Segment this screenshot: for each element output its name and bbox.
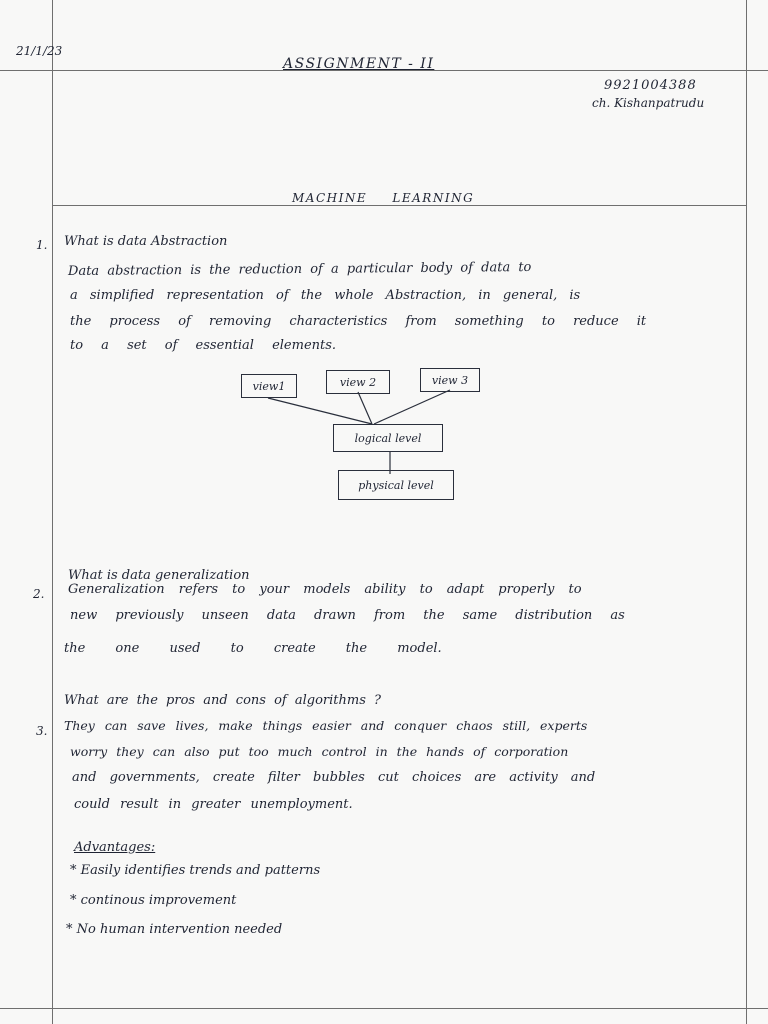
answer-line: They can save lives, make things easier and conquer chaos still, experts <box>64 718 588 733</box>
answer-line: and governments, create filter bubbles cut choices are activity and <box>72 770 596 785</box>
question-number: 3. <box>36 724 48 738</box>
date: 21/1/23 <box>16 44 63 58</box>
left-margin-line <box>52 0 53 1024</box>
diagram-view1-box: view1 <box>241 374 297 398</box>
diagram-view2-box: view 2 <box>326 370 390 394</box>
subject-rule <box>52 205 746 206</box>
subject-heading: MACHINE LEARNING <box>292 191 475 205</box>
advantage-item: * Easily identifies trends and patterns <box>70 863 321 878</box>
answer-line: Generalization refers to your models ability to adapt properly to <box>68 582 582 597</box>
right-margin-line <box>746 0 747 1024</box>
question-number: 2. <box>33 587 45 601</box>
question-text: What is data Abstraction <box>64 234 228 249</box>
advantage-item: * continous improvement <box>70 893 237 908</box>
advantage-item: * No human intervention needed <box>66 922 283 937</box>
diagram-view3-box: view 3 <box>420 368 480 392</box>
answer-line: the one used to create the model. <box>64 641 442 656</box>
question-number: 1. <box>36 238 48 252</box>
answer-line: worry they can also put too much control in the hands of corporation <box>70 744 569 759</box>
answer-line: a simplified representation of the whole Abstraction, in general, is <box>70 288 581 303</box>
advantages-heading: Advantages: <box>74 840 156 855</box>
bottom-rule <box>0 1008 768 1009</box>
answer-line: new previously unseen data drawn from the same distribution as <box>70 608 625 623</box>
diagram-physical-level-box: physical level <box>338 470 454 500</box>
answer-line: Data abstraction is the reduction of a particular body of data to <box>67 259 532 280</box>
answer-line: to a set of essential elements. <box>70 338 337 353</box>
question-text: What is data generalization <box>68 568 250 583</box>
registration-number: 9921004388 <box>604 78 697 93</box>
diagram-logical-level-box: logical level <box>333 424 443 452</box>
answer-line: could result in greater unemployment. <box>74 797 353 812</box>
page-title: ASSIGNMENT - II <box>283 56 435 72</box>
question-text: What are the pros and cons of algorithms ? <box>64 693 381 708</box>
student-name: ch. Kishanpatrudu <box>592 96 705 110</box>
answer-line: the process of removing characteristics from something to reduce it <box>70 314 647 329</box>
